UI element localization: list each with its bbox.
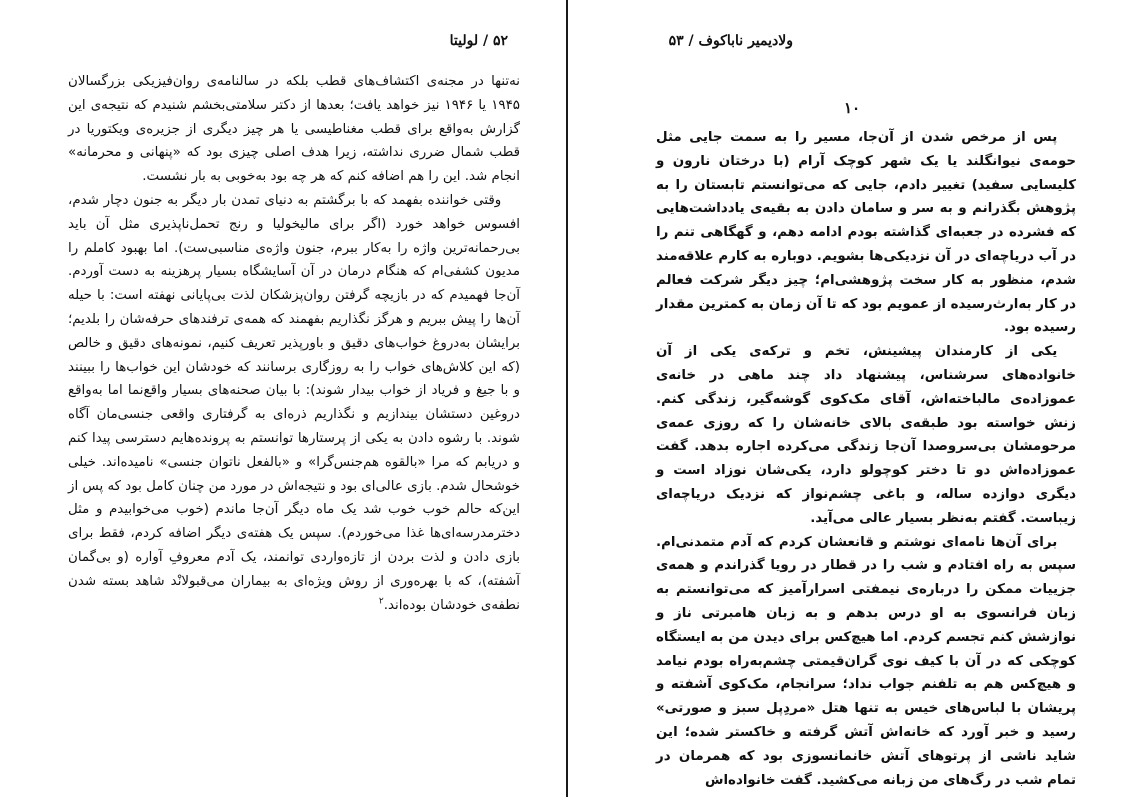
left-paragraph-1: نه‌تنها در مجنه‌ی اکتشاف‌های قطب بلکه در سالنامه‌ی روان‌فیزیکی بزرگسالان ۱۹۴۵ یا ۱۹۴۶ نیز خواهد یافت؛ بعدها از دکتر سلامتی‌بخشم شنیدم که نتیجه‌ی این گزارش به‌واقع برای قطب مغناطیسی یا هر چیز دیگری از جزیره‌ی ویکتوریا در قطب شمال ضرری نداشته، زیرا هدف اصلی چیزی بود که «پنهانی و محرمانه» انجام شد. این را هم اضافه کنم که هر چه بود به‌خوبی به بار نشست.: [68, 74, 520, 185]
right-paragraph-3: برای آن‌ها نامه‌ای نوشتم و قانعشان کردم که آدم متمدنی‌ام. سپس به راه افتادم و شب را در قطار در رویا گذراندم و همه‌ی جزییات ممکن را درباره‌ی نیمفتی اسرارآمیز که می‌توانستم به زبان فرانسوی به او درس بدهم و به زبان هامبرتی ناز و نوازشش کنم تجسم کردم. اما هیچ‌کس برای دیدن من به ایستگاه کوچکی که در آن با کیف نوی گران‌قیمتی چشم‌به‌راه بودم نیامد و هیچ‌کس هم به تلفنم جواب نداد؛ سرانجام، مک‌کوی آشفته و پریشان با لباس‌های خیس به تنها هتل «مردِپل سبز و صورتی» رسید و خبر آورد که خانه‌اش آتش گرفته و خاکستر شده؛ این شاید ناشی از پرتوهای آتش خانمانسوزی بود که همرمان در تمام شب در رگ‌های من زبانه می‌کشید. گفت خانواده‌اش: [656, 534, 1076, 788]
right-text-column: [656, 126, 1076, 792]
right-running-head: ولادیمیر ناباکوف / ۵۳: [668, 33, 793, 49]
left-running-head: ۵۲ / لولیتا: [449, 33, 508, 49]
chapter-number: ۱۰: [843, 99, 861, 117]
right-paragraph-1: پس از مرخص شدن از آن‌جا، مسیر را به سمت جایی مثل حومه‌ی نیوانگلند یا یک شهر کوچک آرام (با درختان نارون و کلیسایی سفید) تغییر دادم، جایی که می‌توانستم تابستان را به پژوهش بگذرانم و به سر و سامان دادن به بقیه‌ی یادداشت‌هایی که فشرده در جعبه‌ای گذاشته بودم ادامه دهم، و گهگاهی تنم را در آب دریاچه‌ای در آن نزدیکی‌ها بشویم. دوباره به کارم علاقه‌مند شدم، منظور به کار سخت پژوهشی‌ام؛ چیز دیگر شرکت فعالم در کار به‌ارث‌رسیده از عمویم بود که تا آن زمان به کمترین مقدار رسیده بود.: [656, 130, 1076, 336]
footnote-mark: ۲: [378, 596, 384, 607]
right-paragraph-2: یکی از کارمندان پیشینش، تخم و ترکه‌ی یکی از آن خانواده‌های سرشناس، پیشنهاد داد چند ماهی در خانه‌ی عموزاده‌ی مالباخته‌اش، آقای مک‌کوی گوشه‌گیر، زندگی کنم. زنش خواسته بود طبقه‌ی بالای خانه‌شان را که روزی عمه‌ی مرحومشان بی‌سروصدا آن‌جا زندگی می‌کرده اجاره بدهد. گفت عموزاده‌اش دو تا دختر کوچولو دارد، یکی‌شان نوزاد است و دیگری دوازده ساله، و باغی چشم‌نواز که نزدیک دریاچه‌ای زیباست. گفتم به‌نظر بسیار عالی می‌آید.: [656, 344, 1076, 526]
left-page: [0, 0, 566, 797]
left-paragraph-2: [68, 189, 520, 617]
left-paragraph-2-text: وقتی خواننده بفهمد که با برگشتم به دنیای تمدن بار دیگر به جنون دچار شدم، افسوس خواهد خورد (اگر برای مالیخولیا و رنج تحمل‌ناپذیری مثل آن باید بی‌رحمانه‌ترین واژه را به‌کار ببرم، جنون واژه‌ی مناسبی‌ست). اما بهبود کاملم را مدیون کشفی‌ام که هنگام درمان در آن آسایشگاه بسیار پرهزینه به دست آوردم. آن‌جا فهمیدم که در بازیچه گرفتن روان‌پزشکان لذت بی‌پایانی نهفته است: با حیله آن‌ها را پیش ببریم و هرگز نگذاریم بفهمند که همه‌ی ترفندهای حرفه‌شان را بلدیم؛ برایشان به‌دروغ خواب‌های دقیق و باورپذیر تعریف کنیم، نمونه‌های دقیق و خالص (که این کلاش‌های خواب را به روزگاری برسانند که خودشان این خواب‌ها را ببینند و با جیغ و فریاد از خواب بیدار شوند): با بیان صحنه‌های بسیار واقع‌نما اما به‌واقع دروغین دستشان بیندازیم و نگذاریم ذره‌ای به گرفتاری واقعی جنسی‌مان آگاه شوند. با رشوه دادن به یکی از پرستارها توانستم به پرونده‌هایم دسترسی پیدا کنم و دریابم که مرا «بالقوه هم‌جنس‌گرا» و «بالفعل ناتوان جنسی» نامیده‌اند. خیلی خوشحال شدم. بازی عالی‌ای بود و نتیجه‌اش در مورد من چنان کامل بود که پس از این‌که حالم خوب خوب شد یک ماه دیگر آن‌جا ماندم (خوب می‌خوابیدم و مثل دخترمدرسه‌ای‌ها غذا می‌خوردم). سپس یک هفته‌ی دیگر اضافه کردم، فقط برای بازی دادن و لذت بردن از تازه‌واردی توانمند، یک آدم معروفِ آواره (و بی‌گمان آشفته)، که با بهره‌وری از روش ویژه‌ای به بیماران می‌قبولانْد شاهد بسته شدن نطفه‌ی خودشان بوده‌اند.: [67, 192, 520, 613]
right-page: [568, 0, 1136, 797]
left-text-column: [68, 70, 520, 617]
